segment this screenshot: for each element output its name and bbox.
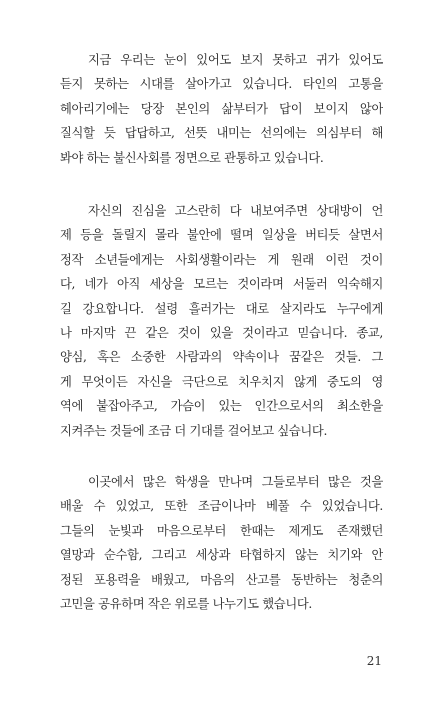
text-line: 다, 네가 아직 세상을 모르는 것이라며 서둘러 익숙해지 [60,277,383,292]
paragraph-3 [60,470,383,616]
text-line: 나 마지막 끈 같은 것이 있을 것이라고 믿습니다. 종교, [60,325,383,340]
text-line: 정된 포용력을 배웠고, 마음의 산고를 동반하는 청춘의 [60,572,383,587]
text-line: 게 무엇이든 자신을 극단으로 치우치지 않게 중도의 영 [60,374,383,389]
text-line: 이곳에서 많은 학생을 만나며 그들로부터 많은 것을 [88,475,383,489]
text-line: 열망과 순수함, 그리고 세상과 타협하지 않는 치기와 안 [60,548,383,563]
page-number: 21 [366,654,382,668]
text-line: 지금 우리는 눈이 있어도 보지 못하고 귀가 있어도 [88,53,383,67]
paragraph-1 [60,48,383,170]
text-line: 역에 붙잡아주고, 가슴이 있는 인간으로서의 최소한을 [60,399,383,414]
text-line: 그들의 눈빛과 마음으로부터 한때는 제게도 존재했던 [60,523,383,538]
text-line: 듣지 못하는 시대를 살아가고 있습니다. 타인의 고통을 [60,77,383,92]
text-line: 자신의 진심을 고스란히 다 내보여주면 상대방이 언 [88,204,383,218]
text-line: 배울 수 있었고, 또한 조금이나마 베풀 수 있었습니다. [60,499,383,514]
text-line: 제 등을 돌릴지 몰라 불안에 떨며 일상을 버티듯 살면서 [60,228,383,243]
text-line: 지켜주는 것들에 조금 더 기대를 걸어보고 싶습니다. [60,423,328,438]
paragraph-2 [60,199,383,443]
text-line: 봐야 하는 불신사회를 정면으로 관통하고 있습니다. [60,150,324,165]
text-line: 양심, 혹은 소중한 사람과의 약속이나 꿈같은 것들. 그 [60,350,383,365]
text-line: 길 강요합니다. 설령 흘러가는 대로 살지라도 누구에게 [60,301,383,316]
text-line: 고민을 공유하며 작은 위로를 나누기도 했습니다. [60,596,312,611]
text-line: 헤아리기에는 당장 본인의 삶부터가 답이 보이지 않아 [60,101,383,116]
text-line: 정작 소년들에게는 사회생활이라는 게 원래 이런 것이 [60,252,383,267]
text-line: 질식할 듯 답답하고, 선뜻 내미는 선의에는 의심부터 해 [60,126,383,141]
